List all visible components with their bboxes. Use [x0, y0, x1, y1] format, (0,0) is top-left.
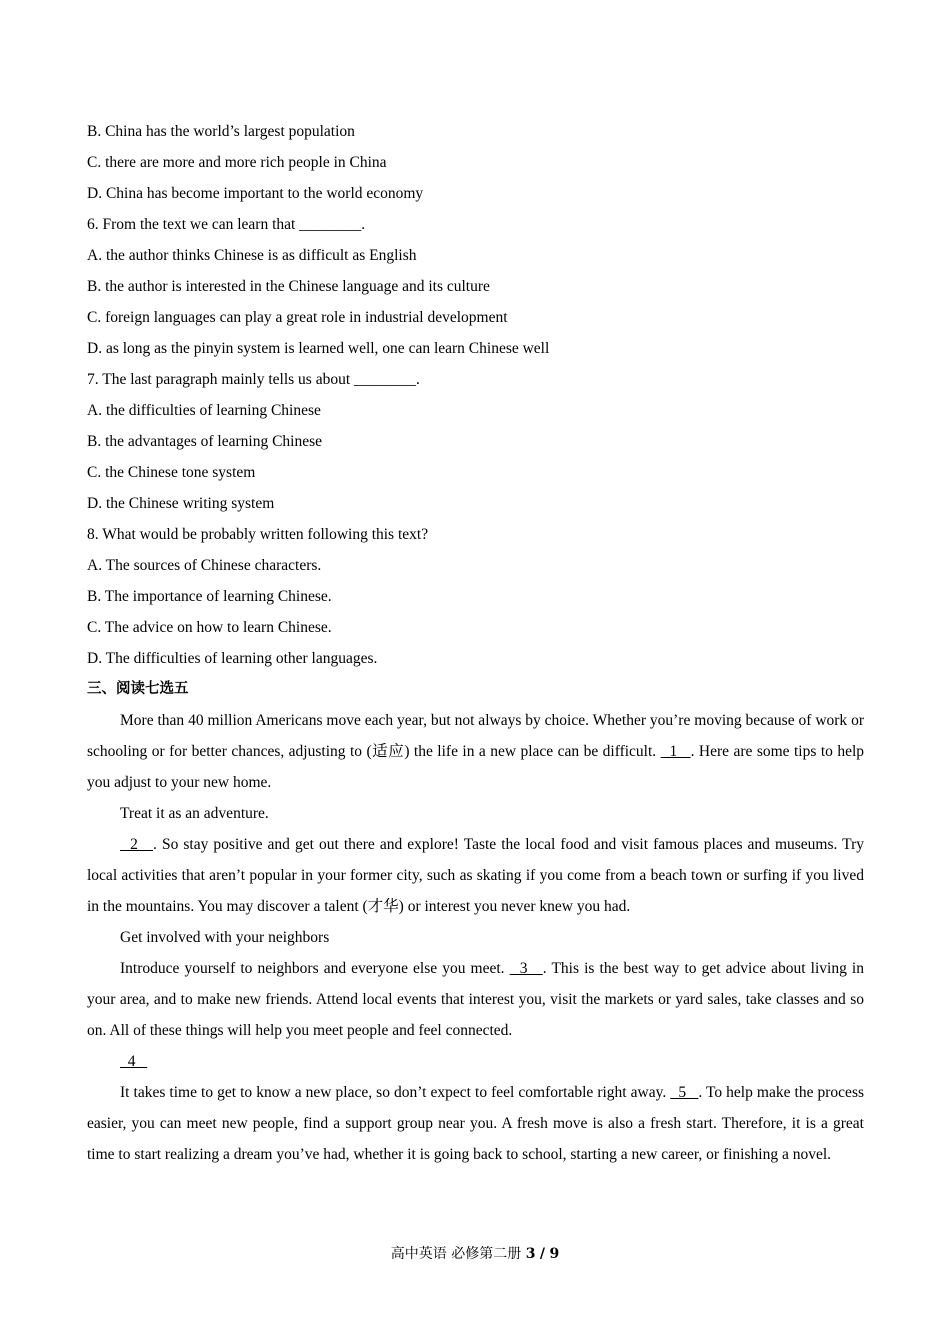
blank-3: 3	[509, 960, 543, 977]
option-line: A. the author thinks Chinese is as difficult as English	[87, 247, 417, 264]
page-total: 9	[549, 1246, 560, 1262]
footer-title: 高中英语 必修第二册	[390, 1246, 522, 1262]
option-line: D. as long as the pinyin system is learned well, one can learn Chinese well	[87, 340, 550, 357]
question-6: 6. From the text we can learn that ________.	[87, 216, 366, 233]
option-line: B. the author is interested in the Chinese language and its culture	[87, 278, 490, 295]
page-footer	[0, 1244, 950, 1264]
paragraph-text: . Here are some tips to help you adjust to your new home.	[87, 743, 865, 791]
page-current: 3	[525, 1246, 536, 1262]
option-line: D. China has become important to the world economy	[87, 185, 424, 202]
page-content	[87, 116, 864, 1170]
blank-4: 4	[120, 1053, 148, 1070]
option-line: D. The difficulties of learning other languages.	[87, 650, 378, 667]
option-line: B. the advantages of learning Chinese	[87, 433, 323, 450]
paragraph-text: . To help make the process easier, you can meet new people, find a support group near you. A fresh move is also a fresh start. Therefore, it is a great time to start realizing a dream you’ve had, whether it is going back to school, starting a new career, or finishing a novel.	[87, 1084, 865, 1163]
page-separator: /	[539, 1246, 546, 1262]
question-8: 8. What would be probably written following this text?	[87, 526, 429, 543]
passage-paragraph-4	[87, 1077, 864, 1170]
passage-paragraph-2	[87, 829, 864, 922]
tip-heading-3	[87, 1046, 864, 1077]
tip-heading-1: Treat it as an adventure.	[120, 805, 269, 822]
paragraph-text: Introduce yourself to neighbors and everyone else you meet.	[120, 960, 510, 977]
blank-5: 5	[670, 1084, 699, 1101]
paragraph-text: It takes time to get to know a new place, so don’t expect to feel comfortable right away.	[120, 1084, 671, 1101]
section-heading: 三、阅读七选五	[87, 681, 189, 697]
passage-paragraph-3	[87, 953, 864, 1046]
option-line: A. the difficulties of learning Chinese	[87, 402, 321, 419]
option-line: C. foreign languages can play a great role in industrial development	[87, 309, 508, 326]
paragraph-text: More than 40 million Americans move each year, but not always by choice. Whether you’re moving because of work or schooling or for better chances, adjusting to (适应) the life in a new place can be difficult.	[87, 712, 864, 760]
blank-2: 2	[120, 836, 154, 853]
paragraph-text: . This is the best way to get advice about living in your area, and to make new friends. Attend local events that interest you, visit the markets or yard sales, take classes and so on. All of these things will help you meet people and feel connected.	[87, 960, 864, 1039]
option-line: C. The advice on how to learn Chinese.	[87, 619, 332, 636]
question-7: 7. The last paragraph mainly tells us about ________.	[87, 371, 420, 388]
option-line: D. the Chinese writing system	[87, 495, 275, 512]
option-line: B. China has the world’s largest population	[87, 123, 355, 140]
blank-1: 1	[660, 743, 691, 760]
option-line: B. The importance of learning Chinese.	[87, 588, 332, 605]
paragraph-text: . So stay positive and get out there and explore! Taste the local food and visit famous places and museums. Try local activities that aren’t popular in your former city, such as skating if you come from a beach town or surfing if you lived in the mountains. You may discover a talent (才华) or interest you never knew you had.	[87, 836, 865, 915]
option-line: C. there are more and more rich people in China	[87, 154, 387, 171]
option-line: A. The sources of Chinese characters.	[87, 557, 322, 574]
option-line: C. the Chinese tone system	[87, 464, 256, 481]
tip-heading-2: Get involved with your neighbors	[120, 929, 330, 946]
passage-paragraph-1	[87, 705, 864, 798]
